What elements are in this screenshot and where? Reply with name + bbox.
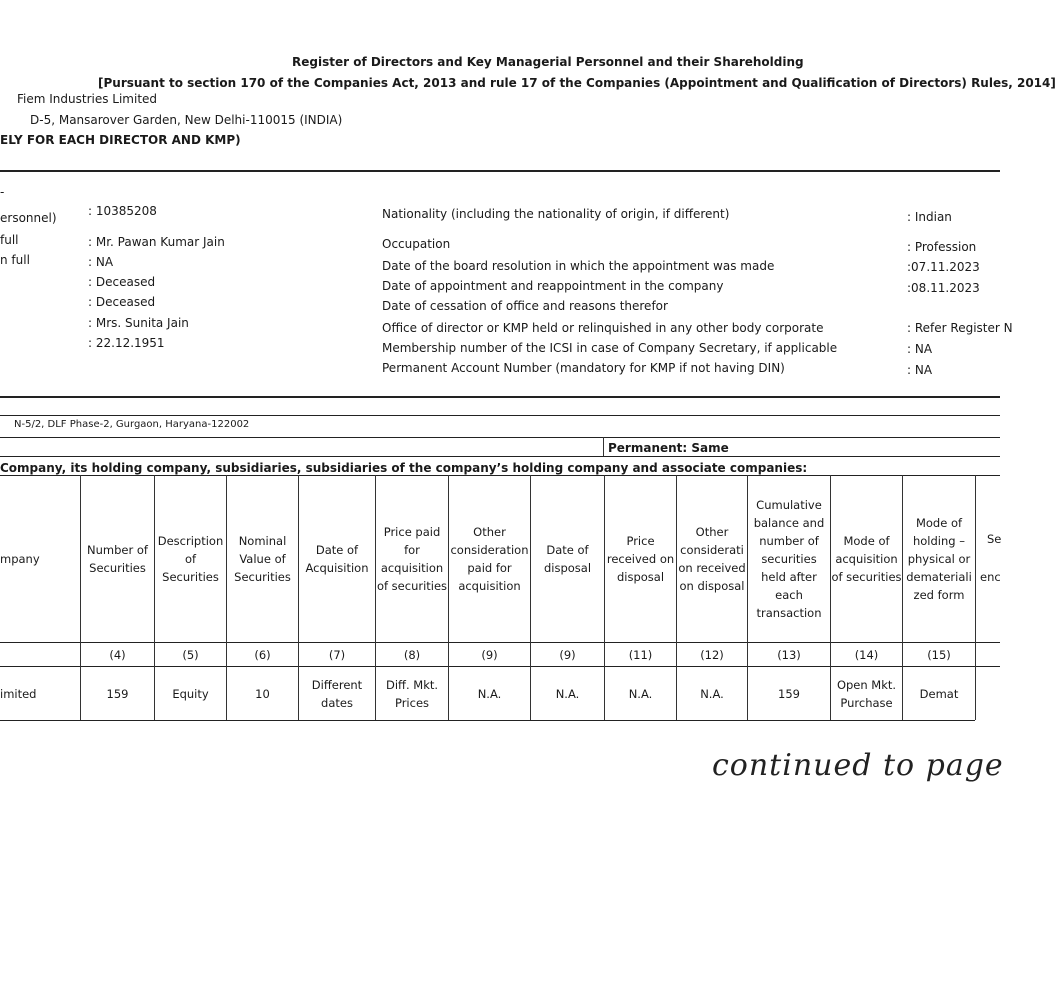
right-label-icsi: Membership number of the ICSI in case of Company Secretary, if applicable xyxy=(382,341,838,355)
left-value-former-name: : NA xyxy=(88,255,114,269)
right-value-pan: : NA xyxy=(907,363,933,377)
col-number: (11) xyxy=(628,648,653,662)
col-number: (13) xyxy=(777,648,801,662)
col-header-price-paid: Price paid for acquisition of securities xyxy=(376,525,448,593)
right-label-board-resolution: Date of the board resolution in which the appointment was made xyxy=(382,259,775,273)
company-address: D-5, Mansarover Garden, New Delhi-110015 (INDIA) xyxy=(30,113,343,127)
cell-price-paid: Diff. Mkt. Prices xyxy=(385,677,439,710)
right-value-board-resolution: :07.11.2023 xyxy=(907,260,980,274)
right-label-occupation: Occupation xyxy=(382,237,451,251)
col-header-company: mpany xyxy=(0,552,40,566)
col-number: (14) xyxy=(854,648,879,662)
cell-price-received: N.A. xyxy=(628,686,653,701)
col-header-cumulative-balance: Cumulative balance and number of securities held after each transaction xyxy=(753,498,825,620)
col-number: (15) xyxy=(927,648,951,662)
col-number: (9) xyxy=(481,648,498,662)
permanent-divider xyxy=(603,437,604,456)
right-value-appointment-date: :08.11.2023 xyxy=(907,281,980,295)
col-header-number-of-securities: Number of Securities xyxy=(87,543,148,575)
register-title: Register of Directors and Key Managerial Personnel and their Shareholding xyxy=(292,55,804,69)
col-header-nominal-value: Nominal Value of Securities xyxy=(234,534,291,584)
shareholding-section-title: Company, its holding company, subsidiaries, subsidiaries of the company’s holding company and associate companies: xyxy=(0,461,808,475)
right-label-nationality: Nationality (including the nationality of origin, if different) xyxy=(382,207,730,221)
cell-description: Equity xyxy=(172,686,209,701)
col-number: (7) xyxy=(328,648,346,662)
right-value-other-office: : Refer Register N xyxy=(907,321,1013,335)
cell-date-of-acquisition: Different dates xyxy=(311,677,363,710)
right-value-icsi: : NA xyxy=(907,342,933,356)
top-divider xyxy=(0,170,1000,172)
col-number: (4) xyxy=(109,648,126,662)
col-number: (9) xyxy=(559,648,576,662)
left-value-spouse: : Mrs. Sunita Jain xyxy=(88,316,189,330)
left-value-din: : 10385208 xyxy=(88,204,157,218)
right-label-other-office: Office of director or KMP held or relinquished in any other body corporate xyxy=(382,321,824,335)
middle-divider xyxy=(0,396,1000,398)
col-header-mode-of-acquisition: Mode of acquisition of securities xyxy=(831,534,902,584)
right-label-cessation: Date of cessation of office and reasons therefor xyxy=(382,299,668,313)
register-subtitle: [Pursuant to section 170 of the Companies Act, 2013 and rule 17 of the Companies (Appointment and Qualification of Directors) Rules, 2014] xyxy=(98,76,1056,90)
col-header-cut-2: enc xyxy=(980,570,1001,584)
left-value-mother: : Deceased xyxy=(88,295,156,309)
left-fragment-mark: - xyxy=(0,185,5,199)
left-label-1: ersonnel) xyxy=(0,211,57,225)
cell-company: imited xyxy=(0,686,37,701)
left-value-name: : Mr. Pawan Kumar Jain xyxy=(88,235,225,249)
right-value-occupation: : Profession xyxy=(907,240,977,254)
col-header-other-consideration-received: Other considerati on received on disposal xyxy=(678,525,746,593)
left-label-3: n full xyxy=(0,253,30,267)
col-header-cut-1: Se xyxy=(987,532,1002,546)
col-header-price-received: Price received on disposal xyxy=(606,534,675,584)
cell-date-of-disposal: N.A. xyxy=(555,686,580,701)
col-header-date-of-disposal: Date of disposal xyxy=(543,543,592,575)
cell-nominal-value: 10 xyxy=(255,686,270,701)
section-note: ELY FOR EACH DIRECTOR AND KMP) xyxy=(0,133,241,147)
cell-number-of-securities: 159 xyxy=(106,686,129,701)
address-bottom-line xyxy=(0,437,1000,438)
col-header-mode-of-holding: Mode of holding – physical or demateriali zed form xyxy=(906,516,972,602)
left-label-2: full xyxy=(0,233,19,247)
permanent-address: Permanent: Same xyxy=(608,441,729,455)
col-header-other-consideration-paid: Other consideration paid for acquisition xyxy=(450,525,529,593)
section-line xyxy=(0,456,1000,457)
col-number: (8) xyxy=(403,648,421,662)
right-value-nationality: : Indian xyxy=(907,210,952,224)
left-value-father: : Deceased xyxy=(88,275,156,289)
cell-other-consideration-paid: N.A. xyxy=(477,686,502,701)
left-value-dob: : 22.12.1951 xyxy=(88,336,165,350)
handwritten-note: continued to page xyxy=(712,748,1004,783)
right-label-pan: Permanent Account Number (mandatory for KMP if not having DIN) xyxy=(382,361,785,375)
cell-other-consideration-received: N.A. xyxy=(700,686,724,701)
present-address: N-5/2, DLF Phase-2, Gurgaon, Haryana-122002 xyxy=(14,419,250,430)
company-name: Fiem Industries Limited xyxy=(17,92,158,106)
col-header-description: Description of Securities xyxy=(157,534,224,584)
cell-cumulative-balance: 159 xyxy=(778,686,800,701)
col-number: (5) xyxy=(182,648,199,662)
address-top-line xyxy=(0,415,1000,416)
cell-mode-of-holding: Demat xyxy=(919,686,959,701)
col-header-date-of-acquisition: Date of Acquisition xyxy=(305,543,369,575)
right-label-appointment-date: Date of appointment and reappointment in the company xyxy=(382,279,724,293)
cell-mode-of-acquisition: Open Mkt. Purchase xyxy=(836,677,897,710)
col-number: (6) xyxy=(254,648,271,662)
col-number: (12) xyxy=(700,648,724,662)
